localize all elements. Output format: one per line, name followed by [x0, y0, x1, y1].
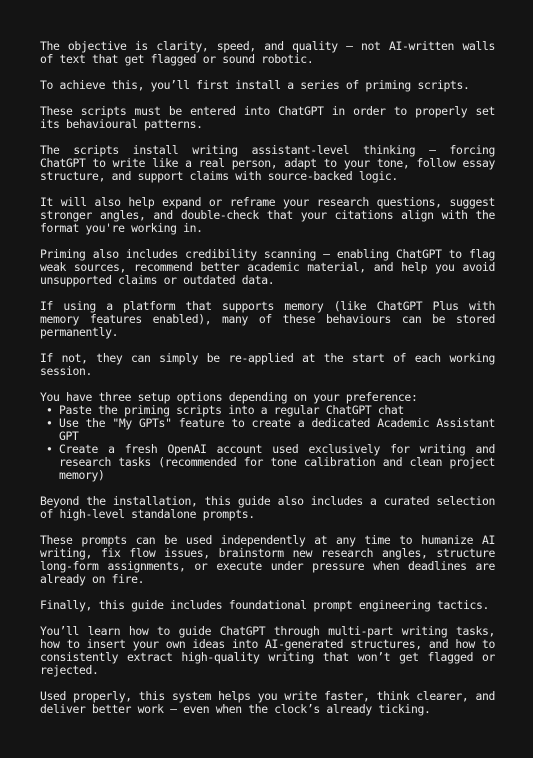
- paragraph-reapply: If not, they can simply be re-applied at the start of each working session.: [40, 351, 495, 378]
- paragraph-objective: The objective is clarity, speed, and quality — not AI-written walls of text that get flagged or sound robotic.: [40, 39, 495, 66]
- paragraph-memory-support: If using a platform that supports memory (like ChatGPT Plus with memory features enabled), many of these behaviours can be stored permanently.: [40, 299, 495, 339]
- bullet-icon: •: [46, 442, 53, 456]
- setup-options: [40, 391, 495, 482]
- list-item-text: Create a fresh OpenAI account used exclusively for writing and research tasks (recommended for tone calibration and clean project memory): [59, 442, 495, 482]
- document-body: [40, 40, 495, 729]
- list-item-text: Paste the priming scripts into a regular ChatGPT chat: [59, 403, 404, 417]
- paragraph-install-intro: To achieve this, you’ll first install a series of priming scripts.: [40, 78, 470, 92]
- paragraph-credibility-scanning: Priming also includes credibility scanning — enabling ChatGPT to flag weak sources, recommend better academic material, and help you avoid unsupported claims or outdated data.: [40, 247, 495, 287]
- paragraph-multipart-tasks: You’ll learn how to guide ChatGPT through multi-part writing tasks, how to insert your own ideas into AI-generated structures, and how to consistently extract high-quality writing that won’t get flagged or rejected.: [40, 624, 495, 677]
- paragraph-prompt-uses: These prompts can be used independently at any time to humanize AI writing, fix flow issues, brainstorm new research angles, structure long-form assignments, or execute under pressure when deadlines are already on fire.: [40, 533, 495, 586]
- paragraph-scripts-entry: These scripts must be entered into ChatGPT in order to properly set its behavioural patterns.: [40, 104, 495, 131]
- paragraph-closing: Used properly, this system helps you write faster, think clearer, and deliver better work — even when the clock’s already ticking.: [40, 689, 495, 716]
- paragraph-research-questions: It will also help expand or reframe your research questions, suggest stronger angles, and double-check that your citations align with the format you're working in.: [40, 195, 495, 235]
- setup-options-list: [40, 404, 495, 482]
- list-item-text: Use the "My GPTs" feature to create a dedicated Academic Assistant GPT: [59, 416, 495, 443]
- paragraph-standalone-prompts: Beyond the installation, this guide also includes a curated selection of high-level standalone prompts.: [40, 494, 495, 521]
- setup-options-intro: You have three setup options depending on your preference:: [40, 390, 418, 404]
- bullet-icon: •: [46, 416, 53, 430]
- bullet-icon: •: [46, 403, 53, 417]
- paragraph-writing-thinking: The scripts install writing assistant-level thinking — forcing ChatGPT to write like a real person, adapt to your tone, follow essay structure, and support claims with source-backed logic.: [40, 143, 495, 183]
- paragraph-prompt-engineering: Finally, this guide includes foundational prompt engineering tactics.: [40, 598, 490, 612]
- list-item: [40, 443, 495, 482]
- list-item: [40, 417, 495, 443]
